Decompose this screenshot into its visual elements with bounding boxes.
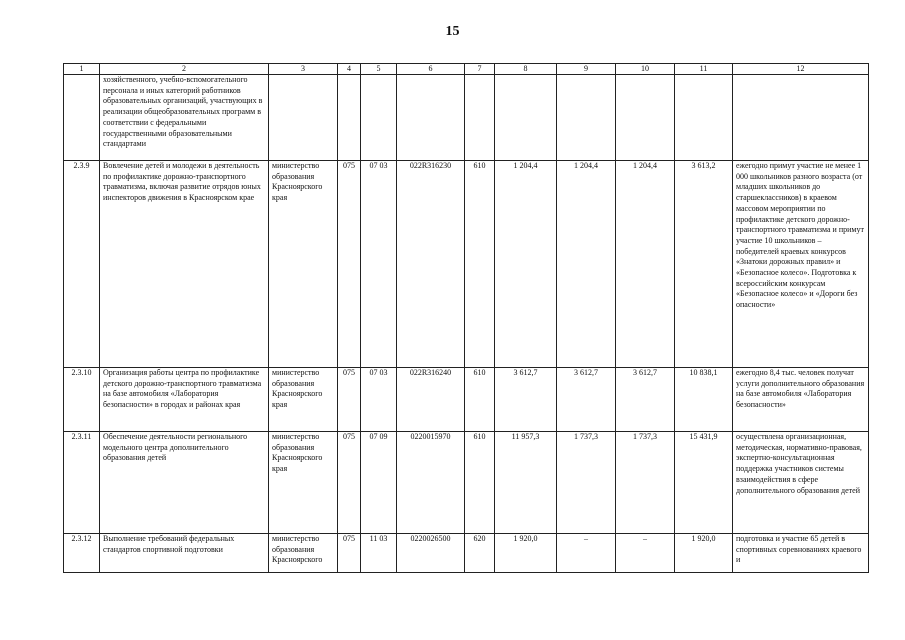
cell-vr: 610 — [465, 161, 495, 368]
cell-num — [64, 75, 100, 161]
cell-vr: 610 — [465, 368, 495, 432]
cell-num: 2.3.9 — [64, 161, 100, 368]
cell-total: 3 613,2 — [675, 161, 733, 368]
cell-description: Вовлечение детей и молодежи в деятельность по профилактике дорожно-транспортного травматизма, включая развитие отрядов юных инспекторов движения в Красноярском крае — [100, 161, 269, 368]
column-header: 11 — [675, 64, 733, 75]
cell-year2 — [557, 75, 616, 161]
cell-result — [733, 75, 869, 161]
column-header: 9 — [557, 64, 616, 75]
cell-year2: – — [557, 534, 616, 573]
cell-year3: 1 204,4 — [616, 161, 675, 368]
cell-total — [675, 75, 733, 161]
table-header-row — [64, 64, 869, 75]
cell-total: 15 431,9 — [675, 432, 733, 534]
column-header: 8 — [495, 64, 557, 75]
column-header: 12 — [733, 64, 869, 75]
cell-csr — [397, 75, 465, 161]
cell-csr: 022R316240 — [397, 368, 465, 432]
cell-result: осуществлена организационная, методическая, нормативно-правовая, экспертно-консультационная поддержка участников системы взаимодействия в сфере дополнительного образования детей — [733, 432, 869, 534]
cell-rzpr: 11 03 — [361, 534, 397, 573]
column-header: 7 — [465, 64, 495, 75]
cell-csr: 0220026500 — [397, 534, 465, 573]
cell-total: 1 920,0 — [675, 534, 733, 573]
cell-vr — [465, 75, 495, 161]
cell-description: хозяйственного, учебно-вспомогательного персонала и иных категорий работников образовательных организаций, участвующих в реализации общеобразовательных программ в соответствии с федеральными государственными образовательными стандартами — [100, 75, 269, 161]
cell-num: 2.3.10 — [64, 368, 100, 432]
cell-executor: министерство образования Красноярского — [269, 534, 338, 573]
cell-year1: 1 204,4 — [495, 161, 557, 368]
cell-csr: 0220015970 — [397, 432, 465, 534]
cell-num: 2.3.12 — [64, 534, 100, 573]
page-number: 15 — [445, 24, 460, 39]
table-row — [64, 432, 869, 534]
column-header: 1 — [64, 64, 100, 75]
table-row — [64, 534, 869, 573]
column-header: 10 — [616, 64, 675, 75]
cell-executor: министерство образования Красноярского края — [269, 368, 338, 432]
cell-executor: министерство образования Красноярского края — [269, 161, 338, 368]
column-header: 6 — [397, 64, 465, 75]
cell-rzpr: 07 03 — [361, 161, 397, 368]
cell-rzpr — [361, 75, 397, 161]
cell-year3 — [616, 75, 675, 161]
cell-result: ежегодно 8,4 тыс. человек получат услуги дополнительного образования на базе автомобиля «Лаборатория безопасности» — [733, 368, 869, 432]
cell-grbs: 075 — [338, 161, 361, 368]
table-row-continuation — [64, 75, 869, 161]
program-measures-table — [63, 63, 869, 573]
cell-result: ежегодно примут участие не менее 1 000 школьников разного возраста (от младших школьников до старшеклассников) в краевом массовом мероприятии по профилактике детского дорожно-транспортного травматизма и примут участие 10 школьников – победителей краевых конкурсов «Знатоки дорожных правил» и «Безопасное колесо». Подготовка к всероссийским конкурсам «Безопасное колесо» и «Дороги без опасности» — [733, 161, 869, 368]
cell-grbs: 075 — [338, 432, 361, 534]
cell-year2: 1 204,4 — [557, 161, 616, 368]
table-row — [64, 368, 869, 432]
column-header: 5 — [361, 64, 397, 75]
cell-year1: 1 920,0 — [495, 534, 557, 573]
cell-year2: 3 612,7 — [557, 368, 616, 432]
cell-year1: 3 612,7 — [495, 368, 557, 432]
cell-grbs — [338, 75, 361, 161]
cell-total: 10 838,1 — [675, 368, 733, 432]
cell-description: Обеспечение деятельности регионального модельного центра дополнительного образования детей — [100, 432, 269, 534]
cell-grbs: 075 — [338, 368, 361, 432]
cell-rzpr: 07 03 — [361, 368, 397, 432]
cell-executor — [269, 75, 338, 161]
cell-year3: 1 737,3 — [616, 432, 675, 534]
column-header: 3 — [269, 64, 338, 75]
column-header: 4 — [338, 64, 361, 75]
cell-description: Организация работы центра по профилактике детского дорожно-транспортного травматизма на базе автомобиля «Лаборатория безопасности» в городах и районах края — [100, 368, 269, 432]
cell-year2: 1 737,3 — [557, 432, 616, 534]
cell-description: Выполнение требований федеральных стандартов спортивной подготовки — [100, 534, 269, 573]
cell-vr: 610 — [465, 432, 495, 534]
table-row — [64, 161, 869, 368]
cell-year1: 11 957,3 — [495, 432, 557, 534]
cell-grbs: 075 — [338, 534, 361, 573]
column-header: 2 — [100, 64, 269, 75]
cell-executor: министерство образования Красноярского края — [269, 432, 338, 534]
cell-vr: 620 — [465, 534, 495, 573]
cell-num: 2.3.11 — [64, 432, 100, 534]
cell-result: подготовка и участие 65 детей в спортивных соревнованиях краевого и — [733, 534, 869, 573]
cell-csr: 022R316230 — [397, 161, 465, 368]
cell-rzpr: 07 09 — [361, 432, 397, 534]
cell-year3: 3 612,7 — [616, 368, 675, 432]
cell-year1 — [495, 75, 557, 161]
cell-year3: – — [616, 534, 675, 573]
